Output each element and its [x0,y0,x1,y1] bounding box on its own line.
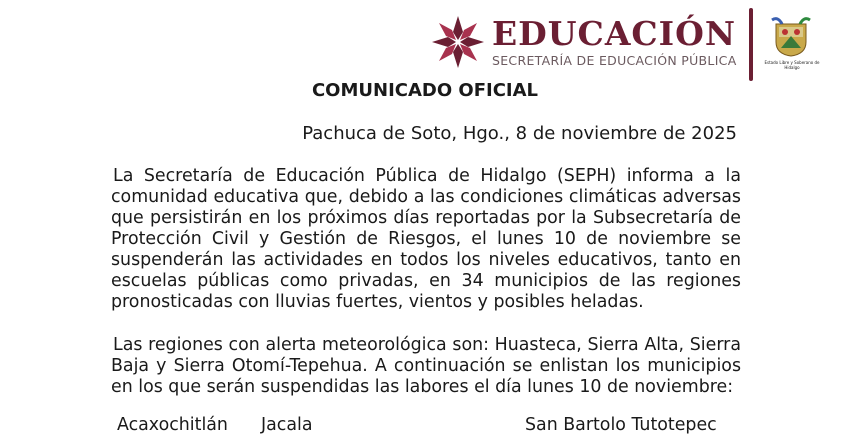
hidalgo-seal-icon [770,16,812,58]
education-star-logo-icon [430,14,486,70]
municipality-item: San Bartolo Tutotepec [525,415,717,435]
seal-caption: Estado Libre y Soberano de Hidalgo [764,60,820,70]
paragraph-1: La Secretaría de Educación Pública de Hidalgo (SEPH) informa a la comunidad educativa que, debido a las condiciones climáticas adversas que persistirán en los próximos días reportadas por la Subsecretaría de Protección Civil y Gestión de Riesgos, el lunes 10 de noviembre se suspenderán las actividades en todos los niveles educativos, tanto en escuelas públicas como privadas, en 34 municipios de las regiones pronosticadas con lluvias fuertes, vientos y posibles heladas. [111,166,741,312]
document-title: COMUNICADO OFICIAL [311,80,539,101]
municipality-item: Acaxochitlán [117,415,228,435]
paragraph-2: Las regiones con alerta meteorológica son: Huasteca, Sierra Alta, Sierra Baja y Sierra Otomí-Tepehua. A continuación se enlistan los municipios en los que serán suspendidas las labores el día lunes 10 de noviembre: [111,335,741,397]
municipality-item: Jacala [261,415,313,435]
brand-subtitle: SECRETARÍA DE EDUCACIÓN PÚBLICA [492,53,737,68]
header-divider [749,8,753,81]
brand-title: EDUCACIÓN [492,14,737,53]
date-line: Pachuca de Soto, Hgo., 8 de noviembre de 2025 [302,123,737,144]
